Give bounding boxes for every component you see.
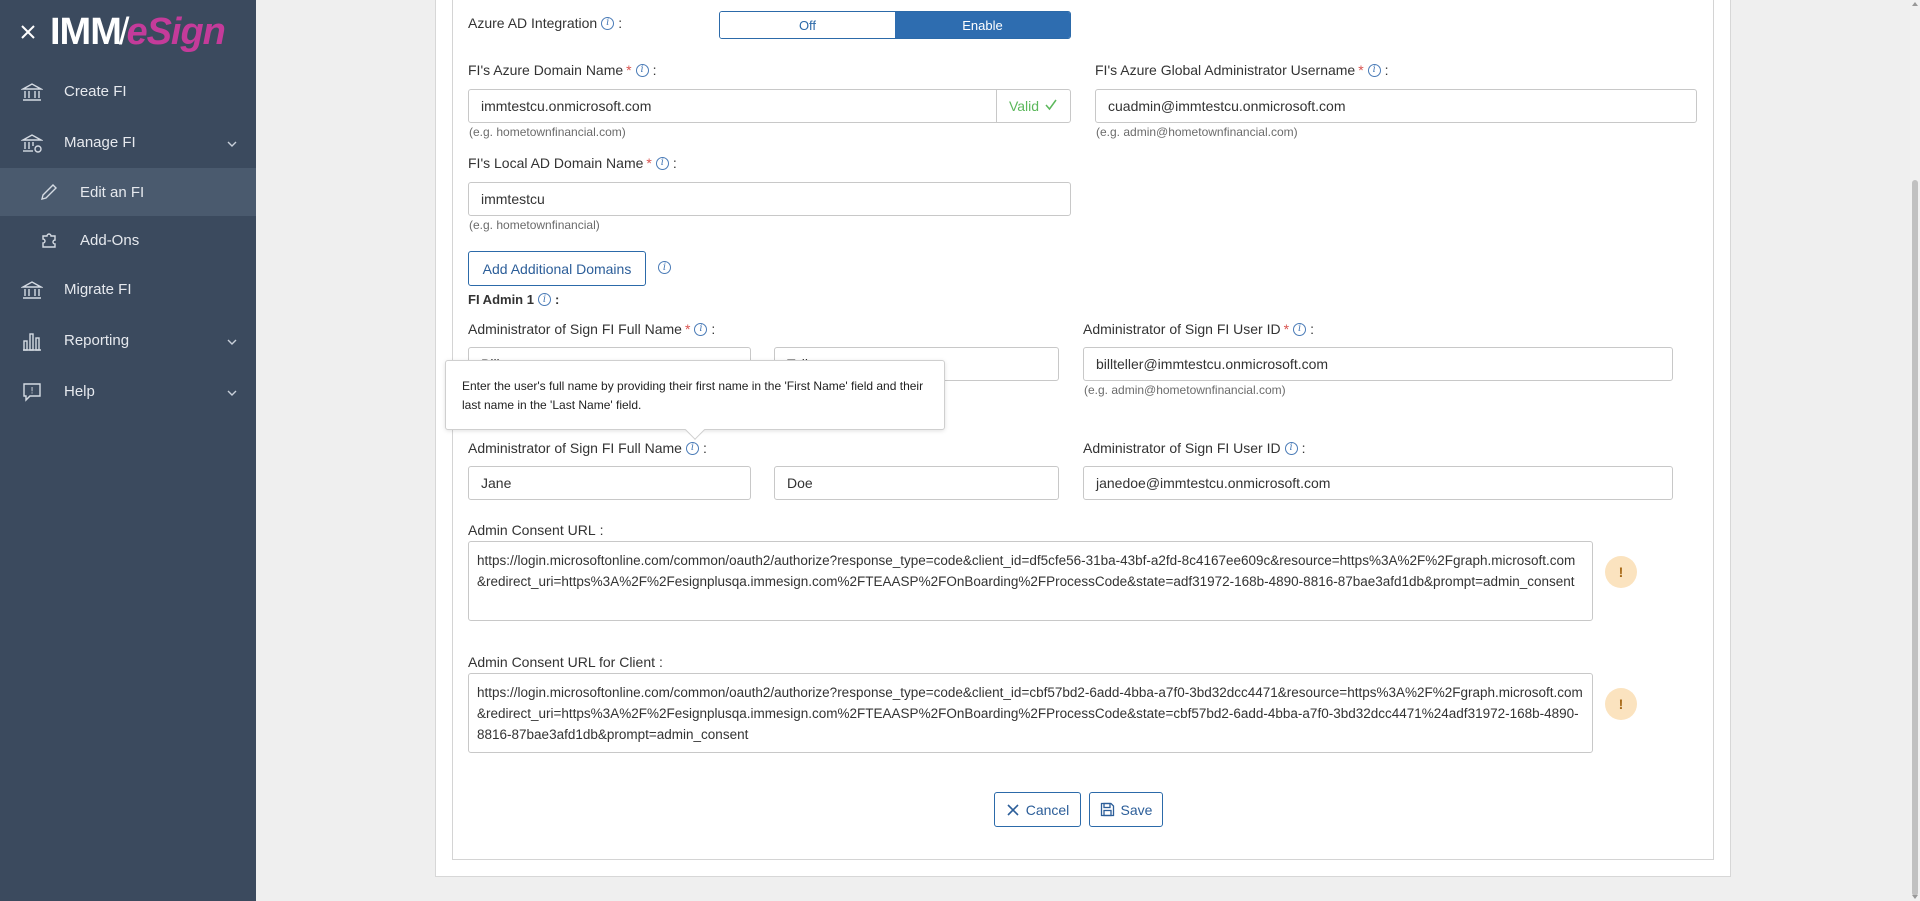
svg-text:!: !: [30, 386, 34, 396]
local-ad-input[interactable]: [468, 182, 1071, 216]
warning-icon[interactable]: !: [1605, 556, 1637, 588]
consent-url-label: Admin Consent URL :: [468, 522, 604, 538]
sidebar-item-label: Help: [64, 383, 95, 400]
save-button[interactable]: [1089, 792, 1163, 827]
input-value: janedoe@immtestcu.onmicrosoft.com: [1096, 475, 1331, 491]
scroll-up-icon[interactable]: [1912, 2, 1918, 6]
sidebar-item-label: Manage FI: [64, 134, 136, 151]
toggle-enable[interactable]: Enable: [895, 12, 1070, 38]
sidebar-item-create-fi[interactable]: [0, 66, 256, 117]
label-text: FI's Azure Global Administrator Username: [1095, 62, 1356, 78]
info-icon[interactable]: i: [658, 261, 671, 274]
label-text: Admin Consent URL: [468, 522, 596, 538]
sidebar-item-label: Create FI: [64, 83, 127, 100]
label-text: Admin Consent URL for Client: [468, 654, 656, 670]
logo-text-esign: eSign: [126, 10, 225, 53]
admin1-user-id-input[interactable]: [1083, 347, 1673, 381]
puzzle-icon: [38, 229, 60, 251]
consent-url-textarea[interactable]: [468, 541, 1593, 621]
warning-icon[interactable]: !: [1605, 688, 1637, 720]
local-ad-hint: (e.g. hometownfinancial): [469, 218, 600, 232]
azure-admin-hint: (e.g. admin@hometownfinancial.com): [1096, 125, 1298, 139]
label-text: FI's Local AD Domain Name: [468, 155, 644, 171]
admin2-user-id-input[interactable]: [1083, 466, 1673, 500]
azure-ad-label: Azure AD Integration i :: [468, 15, 623, 31]
label-text: Azure AD Integration: [468, 15, 598, 31]
info-icon[interactable]: i: [1293, 323, 1306, 336]
floppy-icon: [1100, 802, 1115, 817]
sidebar-item-manage-fi[interactable]: [0, 117, 256, 168]
toggle-off[interactable]: Off: [720, 12, 895, 38]
bank-gear-icon: [20, 131, 44, 155]
textarea-value: https://login.microsoftonline.com/common/oauth2/authorize?response_type=code&client_id=cbf57bd2-6add-4bba-a7f0-3bd32dcc4471&resource=https%3A%2F%2Fgraph.microsoft.com&redirect_uri=https%3A%2F%2Fesignplusqa.immesign.com%2FTEAASP%2FOnBoarding%2FProcessCode&state=cbf57bd2-6add-4bba-a7f0-3bd32dcc4471%24adf31972-168b-4890-8816-87bae3afd1db&prompt=admin_consent: [477, 685, 1583, 742]
admin1-full-name-label: Administrator of Sign FI Full Name * i :: [468, 321, 716, 337]
label-text: Administrator of Sign FI Full Name: [468, 321, 682, 337]
sidebar-item-reporting[interactable]: [0, 315, 256, 366]
sidebar-item-label: Migrate FI: [64, 281, 132, 298]
button-label: Save: [1120, 801, 1153, 818]
azure-admin-label: FI's Azure Global Administrator Username * i :: [1095, 62, 1389, 78]
local-ad-label: FI's Local AD Domain Name * i :: [468, 155, 677, 171]
page-scrollbar[interactable]: [1910, 0, 1920, 901]
input-value: immtestcu: [481, 191, 545, 207]
chevron-down-icon[interactable]: [226, 137, 238, 154]
cancel-button[interactable]: [994, 792, 1081, 827]
label-text: Administrator of Sign FI User ID: [1083, 321, 1281, 337]
info-icon[interactable]: i: [656, 157, 669, 170]
azure-domain-hint: (e.g. hometownfinancial.com): [469, 125, 626, 139]
chevron-down-icon[interactable]: [226, 335, 238, 352]
info-icon[interactable]: i: [694, 323, 707, 336]
pencil-icon: [38, 181, 60, 203]
bar-chart-icon: [20, 329, 44, 353]
sidebar-header: [0, 0, 256, 64]
logo-slash: /: [118, 10, 129, 53]
label-text: FI's Azure Domain Name: [468, 62, 624, 78]
help-icon: [20, 380, 44, 404]
migrate-icon: [20, 278, 44, 302]
tooltip-text: Enter the user's full name by providing their first name in the 'First Name' field and their last name in the 'Last Name' field.: [462, 379, 924, 412]
label-text: Administrator of Sign FI User ID: [1083, 440, 1281, 456]
admin1-user-id-label: Administrator of Sign FI User ID * i :: [1083, 321, 1314, 337]
check-icon: [1044, 98, 1058, 115]
textarea-value: https://login.microsoftonline.com/common/oauth2/authorize?response_type=code&client_id=df5cfe56-31ba-43bf-a2fd-8c4167ee609c&resource=https%3A%2F%2Fgraph.microsoft.com&redirect_uri=https%3A%2F%2Fesignplusqa.immesign.com%2FTEAASP%2FOnBoarding%2FProcessCode&state=adf31972-168b-4890-8816-87bae3afd1db&prompt=admin_consent: [477, 553, 1576, 589]
sidebar: [0, 0, 256, 901]
info-icon[interactable]: i: [1368, 64, 1381, 77]
chevron-down-icon[interactable]: [226, 386, 238, 403]
bank-icon: [20, 80, 44, 104]
azure-domain-label: FI's Azure Domain Name * i :: [468, 62, 657, 78]
valid-text: Valid: [1008, 98, 1040, 114]
button-label: Cancel: [1025, 801, 1070, 818]
consent-url-client-label: Admin Consent URL for Client :: [468, 654, 663, 670]
scrollbar-thumb[interactable]: [1912, 180, 1918, 896]
info-icon[interactable]: i: [601, 17, 614, 30]
azure-admin-input[interactable]: [1095, 89, 1697, 123]
full-name-tooltip: [445, 360, 945, 430]
valid-indicator: [996, 89, 1070, 123]
input-value: immtestcu.onmicrosoft.com: [481, 98, 652, 114]
sidebar-item-add-ons[interactable]: [0, 216, 256, 264]
consent-url-client-textarea[interactable]: [468, 673, 1593, 753]
admin2-user-id-label: Administrator of Sign FI User ID i :: [1083, 440, 1306, 456]
info-icon[interactable]: i: [686, 442, 699, 455]
label-text: Administrator of Sign FI Full Name: [468, 440, 682, 456]
scroll-down-icon[interactable]: [1912, 895, 1918, 899]
admin1-user-id-hint: (e.g. admin@hometownfinancial.com): [1084, 383, 1286, 397]
sidebar-item-label: Reporting: [64, 332, 130, 349]
input-value: cuadmin@immtestcu.onmicrosoft.com: [1108, 98, 1346, 114]
sidebar-item-migrate-fi[interactable]: [0, 264, 256, 315]
input-value: Doe: [787, 475, 813, 491]
close-icon[interactable]: [18, 22, 38, 42]
add-additional-domains-button[interactable]: Add Additional Domains: [468, 251, 646, 286]
sidebar-item-label: Add-Ons: [80, 231, 140, 249]
admin2-full-name-label: Administrator of Sign FI Full Name i :: [468, 440, 707, 456]
info-icon[interactable]: i: [636, 64, 649, 77]
input-value: billteller@immtestcu.onmicrosoft.com: [1096, 356, 1329, 372]
sidebar-item-help[interactable]: [0, 366, 256, 417]
azure-domain-input[interactable]: [468, 89, 1071, 123]
heading-text: FI Admin 1: [468, 292, 534, 307]
fi-admin-1-heading: FI Admin 1 i :: [468, 292, 560, 307]
info-icon[interactable]: i: [1285, 442, 1298, 455]
x-icon: [1006, 803, 1020, 817]
admin2-last-name-input[interactable]: [774, 466, 1059, 500]
azure-ad-toggle[interactable]: [719, 11, 1071, 39]
logo-text-imm: IMM: [50, 10, 121, 53]
input-value: Jane: [481, 475, 512, 491]
sidebar-item-edit-fi[interactable]: [0, 168, 256, 216]
info-icon[interactable]: i: [538, 293, 551, 306]
admin2-first-name-input[interactable]: [468, 466, 751, 500]
logo: [50, 11, 225, 54]
sidebar-item-label: Edit an FI: [80, 183, 145, 201]
